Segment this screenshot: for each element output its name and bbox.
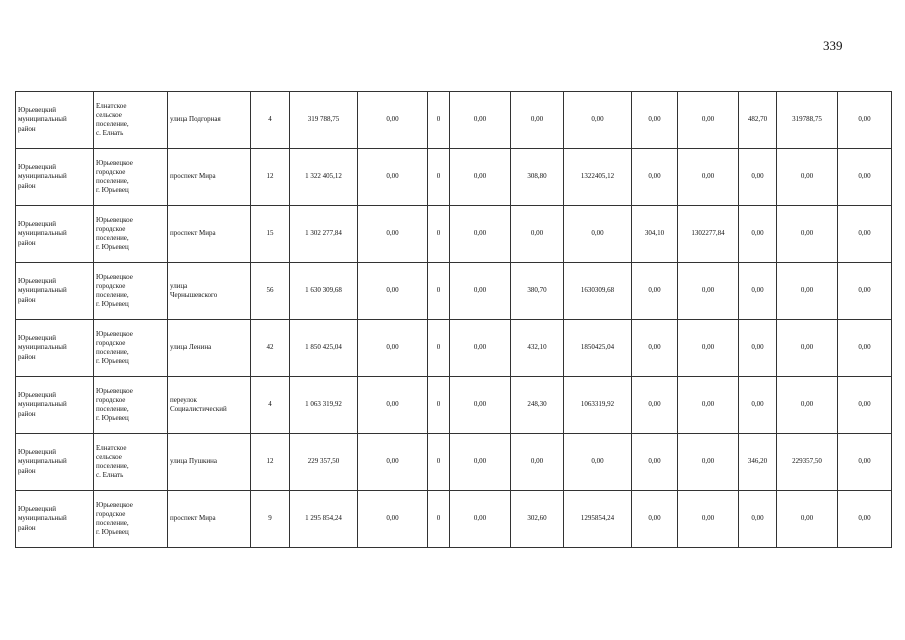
table-row (16, 377, 892, 434)
value-cell: 248,30 (511, 377, 564, 434)
value-cell: 0 (428, 320, 450, 377)
table-row (16, 320, 892, 377)
value-cell: 0,00 (358, 92, 428, 149)
settlement-cell-line: городское (96, 338, 126, 347)
settlement-cell (94, 206, 168, 263)
value-cell: 319788,75 (777, 92, 838, 149)
value-cell: 0,00 (777, 206, 838, 263)
total-cost-cell: 1 850 425,04 (290, 320, 358, 377)
value-cell: 0,00 (739, 320, 777, 377)
district-cell-line: район (18, 352, 36, 361)
value-cell: 0,00 (450, 92, 511, 149)
settlement-cell-line: с. Елнать (96, 471, 124, 480)
value-cell: 0,00 (564, 92, 632, 149)
settlement-cell-line: городское (96, 167, 126, 176)
district-cell-line: район (18, 295, 36, 304)
value-cell: 1850425,04 (564, 320, 632, 377)
settlement-cell (94, 491, 168, 548)
data-table (15, 91, 892, 548)
value-cell: 229357,50 (777, 434, 838, 491)
value-cell: 0,00 (358, 320, 428, 377)
value-cell: 1630309,68 (564, 263, 632, 320)
settlement-cell-line: сельское (96, 110, 122, 119)
value-cell: 0,00 (450, 206, 511, 263)
settlement-cell-line: поселение, (96, 234, 129, 242)
value-cell: 0,00 (678, 434, 739, 491)
settlement-cell-line: поселение, (96, 348, 129, 356)
settlement-cell-line: Елнатское (96, 443, 127, 452)
settlement-cell-line: городское (96, 224, 126, 233)
district-cell-line: район (18, 181, 36, 190)
district-cell-line: Юрьевецкий (18, 391, 57, 400)
district-cell-line: муниципальный (18, 286, 67, 295)
table-row (16, 92, 892, 149)
district-cell-line: Юрьевецкий (18, 448, 57, 457)
district-cell-line: район (18, 238, 36, 247)
value-cell: 0,00 (564, 434, 632, 491)
value-cell: 0 (428, 491, 450, 548)
settlement-cell-line: г. Юрьевец (96, 357, 129, 366)
street-cell (168, 320, 251, 377)
district-cell-line: район (18, 466, 36, 475)
value-cell: 0,00 (739, 377, 777, 434)
settlement-cell-line: поселение, (96, 291, 129, 299)
table-row (16, 206, 892, 263)
total-cost-cell: 1 063 319,92 (290, 377, 358, 434)
district-cell-line: район (18, 409, 36, 418)
street-cell-line: улица Пушкина (170, 457, 217, 466)
street-cell-line: проспект Мира (170, 172, 216, 181)
house-number-cell: 56 (251, 263, 290, 320)
value-cell: 0,00 (777, 149, 838, 206)
value-cell: 482,70 (739, 92, 777, 149)
value-cell: 0 (428, 434, 450, 491)
total-cost-cell: 229 357,50 (290, 434, 358, 491)
district-cell-line: Юрьевецкий (18, 220, 57, 229)
value-cell: 0 (428, 149, 450, 206)
street-cell (168, 206, 251, 263)
value-cell: 0,00 (358, 149, 428, 206)
house-number-cell: 9 (251, 491, 290, 548)
street-cell-line: улица (170, 281, 188, 290)
value-cell: 0,00 (739, 206, 777, 263)
settlement-cell-line: городское (96, 281, 126, 290)
total-cost-cell: 1 302 277,84 (290, 206, 358, 263)
table-row (16, 491, 892, 548)
settlement-cell (94, 320, 168, 377)
settlement-cell (94, 377, 168, 434)
district-cell-line: Юрьевецкий (18, 163, 57, 172)
settlement-cell (94, 149, 168, 206)
value-cell: 0,00 (358, 377, 428, 434)
settlement-cell-line: Юрьевецкое (96, 386, 133, 395)
total-cost-cell: 1 322 405,12 (290, 149, 358, 206)
total-cost-cell: 1 630 309,68 (290, 263, 358, 320)
settlement-cell (94, 92, 168, 149)
page-number: 339 (823, 38, 843, 53)
value-cell: 1063319,92 (564, 377, 632, 434)
value-cell: 0,00 (511, 92, 564, 149)
settlement-cell (94, 434, 168, 491)
district-cell-line: муниципальный (18, 229, 67, 238)
total-cost-cell: 1 295 854,24 (290, 491, 358, 548)
district-cell-line: муниципальный (18, 457, 67, 466)
settlement-cell-line: г. Юрьевец (96, 186, 129, 195)
value-cell: 302,60 (511, 491, 564, 548)
street-cell (168, 263, 251, 320)
value-cell: 0,00 (564, 206, 632, 263)
value-cell: 0,00 (838, 149, 892, 206)
value-cell: 0,00 (632, 149, 678, 206)
district-cell-line: муниципальный (18, 400, 67, 409)
district-cell (16, 434, 94, 491)
value-cell: 0,00 (838, 320, 892, 377)
value-cell: 0,00 (450, 320, 511, 377)
settlement-cell-line: г. Юрьевец (96, 243, 129, 252)
street-cell-line: Чернышевского (170, 291, 218, 299)
value-cell: 0,00 (450, 434, 511, 491)
district-cell-line: муниципальный (18, 343, 67, 352)
value-cell: 0,00 (739, 491, 777, 548)
street-cell-line: улица Подгорная (170, 115, 221, 124)
settlement-cell-line: г. Юрьевец (96, 300, 129, 309)
settlement-cell-line: поселение, (96, 120, 129, 128)
value-cell: 0,00 (777, 263, 838, 320)
value-cell: 1322405,12 (564, 149, 632, 206)
total-cost-cell: 319 788,75 (290, 92, 358, 149)
district-cell (16, 149, 94, 206)
settlement-cell-line: Юрьевецкое (96, 215, 133, 224)
value-cell: 1302277,84 (678, 206, 739, 263)
value-cell: 0,00 (678, 92, 739, 149)
district-cell (16, 491, 94, 548)
district-cell (16, 377, 94, 434)
value-cell: 0 (428, 377, 450, 434)
street-cell-line: проспект Мира (170, 514, 216, 523)
value-cell: 0,00 (632, 320, 678, 377)
settlement-cell-line: г. Юрьевец (96, 528, 129, 537)
district-cell-line: Юрьевецкий (18, 277, 57, 286)
district-cell-line: район (18, 124, 36, 133)
value-cell: 0,00 (777, 491, 838, 548)
district-cell-line: Юрьевецкий (18, 505, 57, 514)
settlement-cell-line: поселение, (96, 462, 129, 470)
value-cell: 304,10 (632, 206, 678, 263)
settlement-cell-line: г. Юрьевец (96, 414, 129, 423)
value-cell: 0,00 (358, 206, 428, 263)
district-cell-line: муниципальный (18, 115, 67, 124)
district-cell-line: Юрьевецкий (18, 334, 57, 343)
table-row (16, 263, 892, 320)
street-cell-line: улица Ленина (170, 343, 212, 352)
value-cell: 308,80 (511, 149, 564, 206)
value-cell: 0,00 (678, 377, 739, 434)
value-cell: 0,00 (358, 491, 428, 548)
value-cell: 1295854,24 (564, 491, 632, 548)
value-cell: 0,00 (450, 149, 511, 206)
value-cell: 0,00 (632, 434, 678, 491)
value-cell: 0,00 (678, 263, 739, 320)
district-cell (16, 263, 94, 320)
district-cell-line: Юрьевецкий (18, 106, 57, 115)
settlement-cell-line: с. Елнать (96, 129, 124, 138)
table-row (16, 149, 892, 206)
value-cell: 0 (428, 92, 450, 149)
street-cell (168, 434, 251, 491)
value-cell: 0,00 (632, 92, 678, 149)
value-cell: 346,20 (739, 434, 777, 491)
value-cell: 0,00 (450, 263, 511, 320)
settlement-cell-line: поселение, (96, 519, 129, 527)
settlement-cell-line: Елнатское (96, 101, 127, 110)
district-cell (16, 92, 94, 149)
value-cell: 0,00 (838, 206, 892, 263)
value-cell: 0,00 (838, 434, 892, 491)
table-row (16, 434, 892, 491)
settlement-cell-line: городское (96, 395, 126, 404)
house-number-cell: 12 (251, 434, 290, 491)
value-cell: 0,00 (678, 320, 739, 377)
settlement-cell-line: Юрьевецкое (96, 272, 133, 281)
house-number-cell: 4 (251, 377, 290, 434)
settlement-cell-line: поселение, (96, 177, 129, 185)
settlement-cell-line: Юрьевецкое (96, 329, 133, 338)
value-cell: 0,00 (739, 149, 777, 206)
value-cell: 0,00 (511, 434, 564, 491)
settlement-cell-line: Юрьевецкое (96, 158, 133, 167)
value-cell: 0,00 (678, 149, 739, 206)
district-cell (16, 206, 94, 263)
value-cell: 0 (428, 206, 450, 263)
settlement-cell-line: поселение, (96, 405, 129, 413)
value-cell: 432,10 (511, 320, 564, 377)
house-number-cell: 4 (251, 92, 290, 149)
house-number-cell: 42 (251, 320, 290, 377)
street-cell (168, 377, 251, 434)
street-cell (168, 149, 251, 206)
value-cell: 0,00 (511, 206, 564, 263)
value-cell: 0,00 (777, 320, 838, 377)
value-cell: 0,00 (838, 92, 892, 149)
house-number-cell: 15 (251, 206, 290, 263)
district-cell (16, 320, 94, 377)
street-cell-line: Социалистический (170, 405, 227, 413)
district-cell-line: район (18, 523, 36, 532)
value-cell: 0,00 (450, 377, 511, 434)
settlement-cell (94, 263, 168, 320)
street-cell (168, 491, 251, 548)
street-cell-line: проспект Мира (170, 229, 216, 238)
settlement-cell-line: сельское (96, 452, 122, 461)
district-cell-line: муниципальный (18, 172, 67, 181)
value-cell: 0,00 (632, 491, 678, 548)
value-cell: 0,00 (450, 491, 511, 548)
settlement-cell-line: городское (96, 509, 126, 518)
value-cell: 0,00 (838, 377, 892, 434)
value-cell: 0,00 (358, 263, 428, 320)
value-cell: 0,00 (739, 263, 777, 320)
street-cell-line: переулок (170, 395, 197, 404)
value-cell: 0,00 (632, 263, 678, 320)
value-cell: 0,00 (358, 434, 428, 491)
value-cell: 0,00 (632, 377, 678, 434)
value-cell: 0,00 (777, 377, 838, 434)
street-cell (168, 92, 251, 149)
settlement-cell-line: Юрьевецкое (96, 500, 133, 509)
house-number-cell: 12 (251, 149, 290, 206)
value-cell: 0,00 (838, 491, 892, 548)
value-cell: 380,70 (511, 263, 564, 320)
value-cell: 0 (428, 263, 450, 320)
value-cell: 0,00 (838, 263, 892, 320)
value-cell: 0,00 (678, 491, 739, 548)
district-cell-line: муниципальный (18, 514, 67, 523)
